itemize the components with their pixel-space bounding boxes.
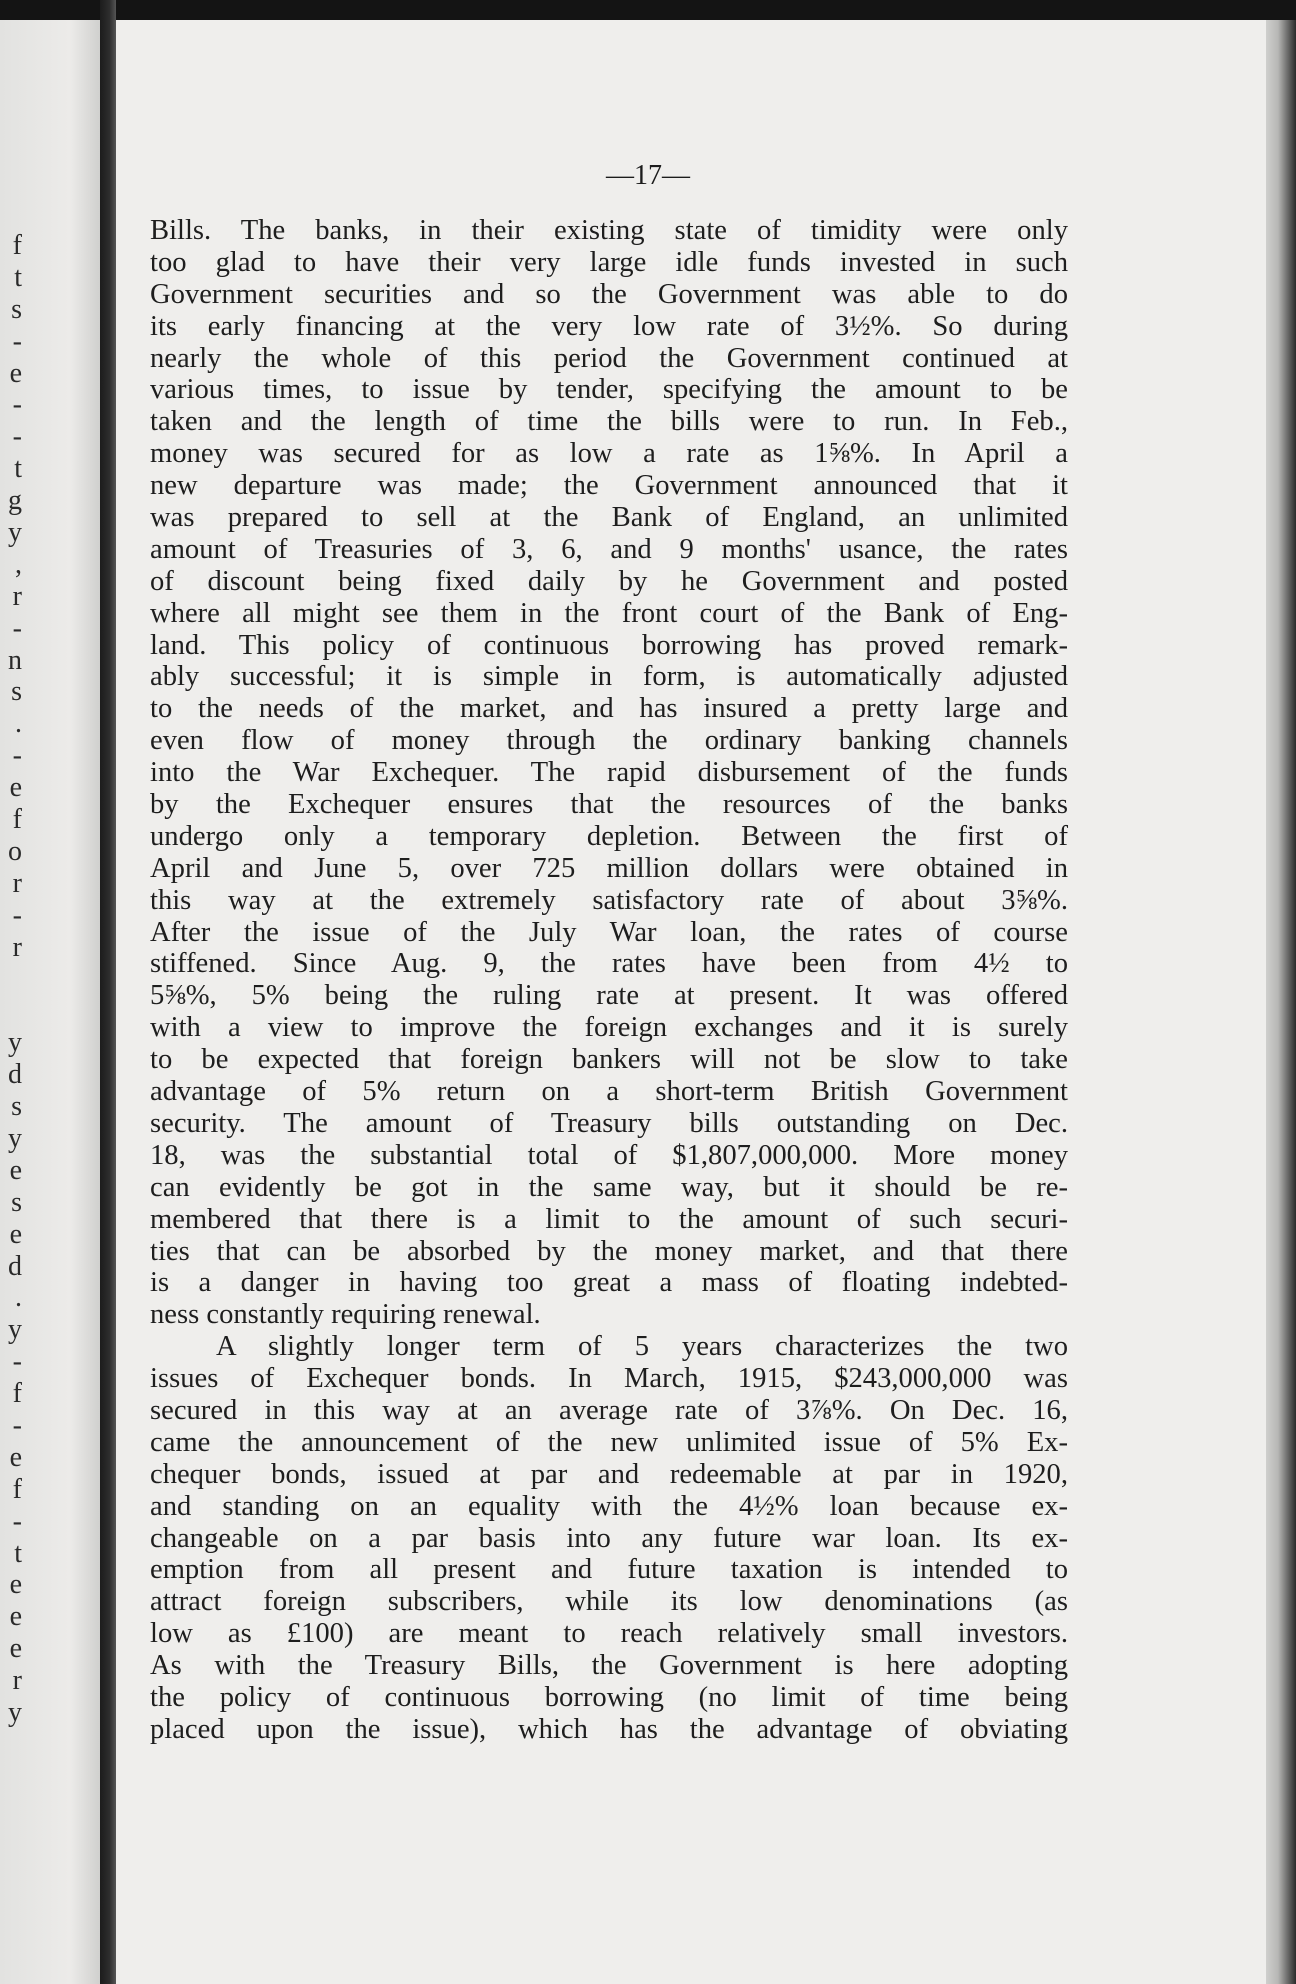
text-line: secured in this way at an average rate of 3⅞%. On Dec. 16,	[150, 1394, 1068, 1426]
text-line: of discount being fixed daily by he Government and posted	[150, 565, 1068, 597]
facing-page-letter: .	[15, 1282, 22, 1314]
facing-page-letter: s	[11, 676, 22, 708]
facing-page-letter: s	[11, 1091, 22, 1123]
facing-page-letter	[0, 963, 22, 995]
text-line: by the Exchequer ensures that the resources of the banks	[150, 789, 1068, 821]
facing-page-letter: r	[12, 931, 22, 963]
text-line: ably successful; it is simple in form, is automatically adjusted	[150, 661, 1068, 693]
text-line: April and June 5, over 725 million dollars were obtained in	[150, 852, 1068, 884]
text-line: changeable on a par basis into any future war loan. Its ex-	[150, 1522, 1068, 1554]
text-line: this way at the extremely satisfactory rate of about 3⅝%.	[150, 884, 1068, 916]
text-line: various times, to issue by tender, specifying the amount to be	[150, 374, 1068, 406]
text-line: As with the Treasury Bills, the Government is here adopting	[150, 1650, 1068, 1682]
facing-page-line-endings	[0, 230, 22, 1729]
facing-page-letter: e	[9, 1441, 22, 1473]
facing-page-edge	[0, 20, 100, 1984]
facing-page-letter: r	[12, 580, 22, 612]
text-line: Government securities and so the Government was able to do	[150, 278, 1068, 310]
facing-page-letter: y	[8, 1122, 22, 1154]
facing-page-letter: ,	[15, 548, 22, 580]
text-line: land. This policy of continuous borrowing has proved remark-	[150, 629, 1068, 661]
facing-page-letter: r	[12, 1665, 22, 1697]
text-line: was prepared to sell at the Bank of England, an unlimited	[150, 502, 1068, 534]
text-line: came the announcement of the new unlimited issue of 5% Ex-	[150, 1426, 1068, 1458]
facing-page-letter: e	[9, 772, 22, 804]
book-gutter	[100, 0, 116, 1984]
facing-page-letter: e	[9, 357, 22, 389]
facing-page-letter: -	[12, 325, 22, 357]
facing-page-letter: e	[9, 1569, 22, 1601]
text-line: the policy of continuous borrowing (no limit of time being	[150, 1681, 1068, 1713]
text-line: low as £100) are meant to reach relatively small investors.	[150, 1618, 1068, 1650]
text-line: Bills. The banks, in their existing state of timidity were only	[150, 215, 1068, 246]
text-line: 18, was the substantial total of $1,807,000,000. More money	[150, 1139, 1068, 1171]
text-line: undergo only a temporary depletion. Between the first of	[150, 820, 1068, 852]
facing-page-letter: -	[12, 612, 22, 644]
facing-page-letter: o	[8, 835, 22, 867]
text-line: attract foreign subscribers, while its low denominations (as	[150, 1586, 1068, 1618]
facing-page-letter: s	[11, 1186, 22, 1218]
text-line: issues of Exchequer bonds. In March, 1915, $243,000,000 was	[150, 1363, 1068, 1395]
text-line: membered that there is a limit to the amount of such securi-	[150, 1203, 1068, 1235]
text-line: can evidently be got in the same way, but it should be re-	[150, 1171, 1068, 1203]
facing-page-letter: f	[12, 1378, 22, 1410]
text-line: security. The amount of Treasury bills outstanding on Dec.	[150, 1107, 1068, 1139]
text-line: amount of Treasuries of 3, 6, and 9 months' usance, the rates	[150, 533, 1068, 565]
right-page-edge	[1266, 20, 1296, 1984]
text-line: money was secured for as low a rate as 1⅝%. In April a	[150, 438, 1068, 470]
text-line: ties that can be absorbed by the money market, and that there	[150, 1235, 1068, 1267]
body-text	[150, 215, 1068, 1746]
facing-page-letter: r	[12, 867, 22, 899]
facing-page-letter: e	[9, 1601, 22, 1633]
facing-page-letter: f	[12, 804, 22, 836]
facing-page-letter	[0, 995, 22, 1027]
text-line: chequer bonds, issued at par and redeemable at par in 1920,	[150, 1458, 1068, 1490]
facing-page-letter: t	[14, 453, 22, 485]
text-line: placed upon the issue), which has the advantage of obviating	[150, 1713, 1068, 1745]
text-line: taken and the length of time the bills were to run. In Feb.,	[150, 406, 1068, 438]
facing-page-letter: -	[12, 740, 22, 772]
facing-page-letter: y	[8, 517, 22, 549]
facing-page-letter: f	[12, 1473, 22, 1505]
facing-page-letter: s	[11, 293, 22, 325]
facing-page-letter: n	[8, 644, 22, 676]
page-number: —17—	[606, 160, 690, 191]
text-line: emption from all present and future taxation is intended to	[150, 1554, 1068, 1586]
text-line: nearly the whole of this period the Government continued at	[150, 342, 1068, 374]
facing-page-letter: d	[8, 1059, 22, 1091]
text-line: its early financing at the very low rate of 3½%. So during	[150, 310, 1068, 342]
text-line: where all might see them in the front court of the Bank of Eng-	[150, 597, 1068, 629]
text-line: too glad to have their very large idle funds invested in such	[150, 246, 1068, 278]
facing-page-letter: -	[12, 1505, 22, 1537]
facing-page-letter: -	[12, 421, 22, 453]
text-line: After the issue of the July War loan, the rates of course	[150, 916, 1068, 948]
facing-page-letter: t	[14, 1537, 22, 1569]
facing-page-letter: d	[8, 1250, 22, 1282]
text-line: new departure was made; the Government announced that it	[150, 470, 1068, 502]
text-line: into the War Exchequer. The rapid disbursement of the funds	[150, 757, 1068, 789]
facing-page-letter: e	[9, 1154, 22, 1186]
text-line: to the needs of the market, and has insured a pretty large and	[150, 693, 1068, 725]
facing-page-letter: -	[12, 1346, 22, 1378]
facing-page-letter: y	[8, 1314, 22, 1346]
facing-page-letter: y	[8, 1027, 22, 1059]
facing-page-letter: f	[12, 230, 22, 261]
text-line: advantage of 5% return on a short-term British Government	[150, 1076, 1068, 1108]
text-line: even flow of money through the ordinary banking channels	[150, 725, 1068, 757]
text-line: stiffened. Since Aug. 9, the rates have been from 4½ to	[150, 948, 1068, 980]
text-line: and standing on an equality with the 4½% loan because ex-	[150, 1490, 1068, 1522]
text-line: A slightly longer term of 5 years characterizes the two	[216, 1331, 1068, 1363]
top-scan-border	[0, 0, 1296, 20]
facing-page-letter: .	[15, 708, 22, 740]
text-line: 5⅝%, 5% being the ruling rate at present. It was offered	[150, 980, 1068, 1012]
text-line: to be expected that foreign bankers will not be slow to take	[150, 1044, 1068, 1076]
facing-page-letter: e	[9, 1633, 22, 1665]
facing-page-letter: -	[12, 389, 22, 421]
text-line: with a view to improve the foreign exchanges and it is surely	[150, 1012, 1068, 1044]
facing-page-letter: e	[9, 1218, 22, 1250]
text-line: is a danger in having too great a mass of floating indebted-	[150, 1267, 1068, 1299]
facing-page-letter: t	[14, 261, 22, 293]
facing-page-letter: -	[12, 899, 22, 931]
text-line: ness constantly requiring renewal.	[150, 1299, 541, 1331]
facing-page-letter: y	[8, 1696, 22, 1728]
facing-page-letter: g	[8, 485, 22, 517]
facing-page-letter: -	[12, 1409, 22, 1441]
